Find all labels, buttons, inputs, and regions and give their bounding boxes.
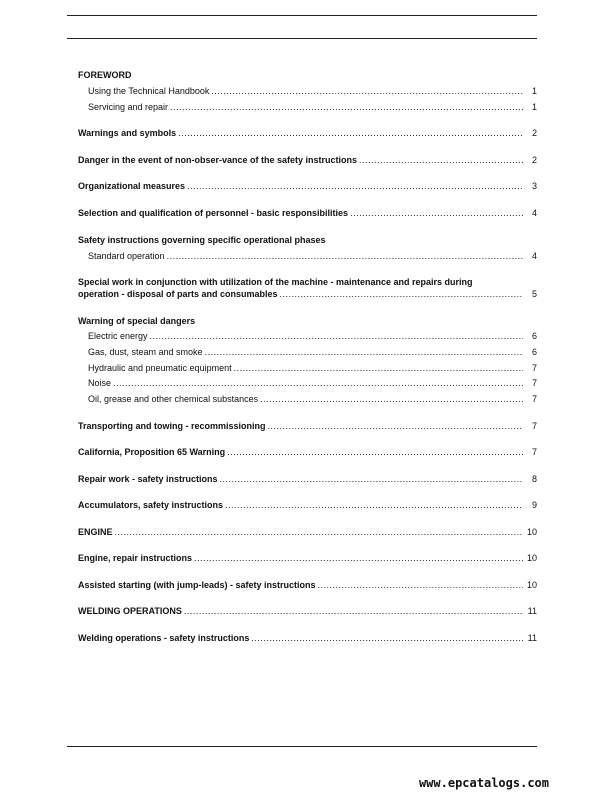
toc-entry-california[interactable] [78, 447, 537, 458]
dot-leader [194, 553, 523, 564]
toc-page-number: 6 [531, 347, 537, 357]
dot-leader [260, 394, 523, 405]
dot-leader [187, 181, 523, 192]
toc-page-number: 6 [531, 331, 537, 341]
toc-entry-label: Special work in conjunction with utilization of the machine - maintenance and repairs during [78, 277, 473, 287]
toc-page-number: 10 [526, 527, 537, 537]
toc-entry-label: Standard operation [88, 251, 165, 261]
toc-entry-servicing-repair[interactable] [78, 102, 537, 113]
dot-leader [227, 447, 523, 458]
toc-entry-danger-nonobservance[interactable] [78, 155, 537, 166]
toc-entry-accumulators[interactable] [78, 500, 537, 511]
toc-entry-selection-personnel[interactable] [78, 208, 537, 219]
toc-entry-standard-operation[interactable] [78, 251, 537, 262]
dot-leader [280, 289, 523, 300]
toc-entry-assisted-starting[interactable] [78, 580, 537, 591]
toc-entry-label: Danger in the event of non-obser-vance of the safety instructions [78, 155, 358, 165]
toc-entry-label: Transporting and towing - recommissioning [78, 421, 266, 431]
header-rule-top [67, 15, 537, 16]
toc-entry-label: operation - disposal of parts and consumables [78, 289, 278, 299]
toc-page-number: 11 [527, 633, 537, 643]
toc-page-number: 1 [531, 86, 537, 96]
dot-leader [211, 86, 523, 97]
toc-entry-label: Assisted starting (with jump-leads) - safety instructions [78, 580, 316, 590]
toc-entry-using-handbook[interactable] [78, 86, 537, 97]
dot-leader [225, 500, 523, 511]
toc-page-number: 7 [531, 378, 537, 388]
dot-leader [350, 208, 523, 219]
dot-leader [167, 251, 523, 262]
toc-entry-electric-energy[interactable] [78, 331, 537, 342]
toc-page-number: 2 [531, 128, 537, 138]
toc-entry-engine[interactable] [78, 527, 537, 538]
toc-entry-special-work[interactable] [78, 289, 537, 300]
dot-leader [113, 378, 523, 389]
toc-heading-label: FOREWORD [78, 70, 132, 80]
toc-entry-label: ENGINE [78, 527, 113, 537]
toc-page-number: 4 [531, 208, 537, 218]
toc-entry-welding-safety[interactable] [78, 633, 537, 644]
footer-rule [67, 746, 537, 747]
toc-entry-label: Welding operations - safety instructions [78, 633, 250, 643]
toc-heading-safety-phases [78, 235, 537, 246]
dot-leader [184, 606, 523, 617]
dot-leader [150, 331, 523, 342]
toc-page-number: 1 [531, 102, 537, 112]
footer-watermark-url: www.epcatalogs.com [418, 776, 549, 790]
dot-leader [359, 155, 523, 166]
toc-entry-gas-dust[interactable] [78, 347, 537, 358]
dot-leader [170, 102, 523, 113]
toc-entry-warnings-symbols[interactable] [78, 128, 537, 139]
dot-leader [318, 580, 523, 591]
dot-leader [178, 128, 523, 139]
toc-entry-label: Hydraulic and pneumatic equipment [88, 363, 232, 373]
toc-entry-label: Electric energy [88, 331, 148, 341]
toc-entry-label: Organizational measures [78, 181, 186, 191]
toc-heading-special-dangers [78, 316, 537, 327]
toc-entry-engine-repair[interactable] [78, 553, 537, 564]
dot-leader [234, 363, 523, 374]
toc-entry-noise[interactable] [78, 378, 537, 389]
dot-leader [251, 633, 523, 644]
toc-entry-transporting[interactable] [78, 421, 537, 432]
toc-entry-special-work-line1[interactable] [78, 277, 537, 288]
toc-entry-label: WELDING OPERATIONS [78, 606, 182, 616]
toc-page-number: 3 [531, 181, 537, 191]
toc-entry-organizational[interactable] [78, 181, 537, 192]
toc-entry-label: California, Proposition 65 Warning [78, 447, 226, 457]
dot-leader [220, 474, 523, 485]
toc-heading-foreword [78, 70, 537, 81]
toc-entry-label: Accumulators, safety instructions [78, 500, 224, 510]
toc-heading-label: Safety instructions governing specific operational phases [78, 235, 326, 245]
toc-entry-label: Using the Technical Handbook [88, 86, 210, 96]
toc-page-number: 2 [531, 155, 537, 165]
toc-page-number: 4 [531, 251, 537, 261]
toc-page-number: 10 [526, 580, 537, 590]
dot-leader [205, 347, 523, 358]
toc-entry-label: Engine, repair instructions [78, 553, 193, 563]
toc-entry-label: Repair work - safety instructions [78, 474, 218, 484]
toc-page-number: 11 [527, 606, 537, 616]
toc-entry-welding-operations[interactable] [78, 606, 537, 617]
toc-entry-repair-work[interactable] [78, 474, 537, 485]
toc-entry-label: Selection and qualification of personnel - basic responsibilities [78, 208, 349, 218]
toc-heading-label: Warning of special dangers [78, 316, 196, 326]
toc-entry-oil-grease[interactable] [78, 394, 537, 405]
toc-page-number: 7 [531, 421, 537, 431]
toc-page-number: 9 [531, 500, 537, 510]
toc-entry-label: Noise [88, 378, 112, 388]
toc-entry-label: Gas, dust, steam and smoke [88, 347, 203, 357]
dot-leader [115, 527, 523, 538]
toc-entry-label: Warnings and symbols [78, 128, 177, 138]
toc-page-number: 7 [531, 363, 537, 373]
toc-page-number: 10 [526, 553, 537, 563]
dot-leader [268, 421, 523, 432]
toc-page-number: 8 [531, 474, 537, 484]
toc-entry-hydraulic[interactable] [78, 363, 537, 374]
header-rule-bottom [67, 38, 537, 39]
toc-page-number: 7 [531, 447, 537, 457]
toc-page-number: 7 [531, 394, 537, 404]
toc-entry-label: Oil, grease and other chemical substances [88, 394, 259, 404]
toc-entry-label: Servicing and repair [88, 102, 169, 112]
toc-page-number: 5 [531, 289, 537, 299]
